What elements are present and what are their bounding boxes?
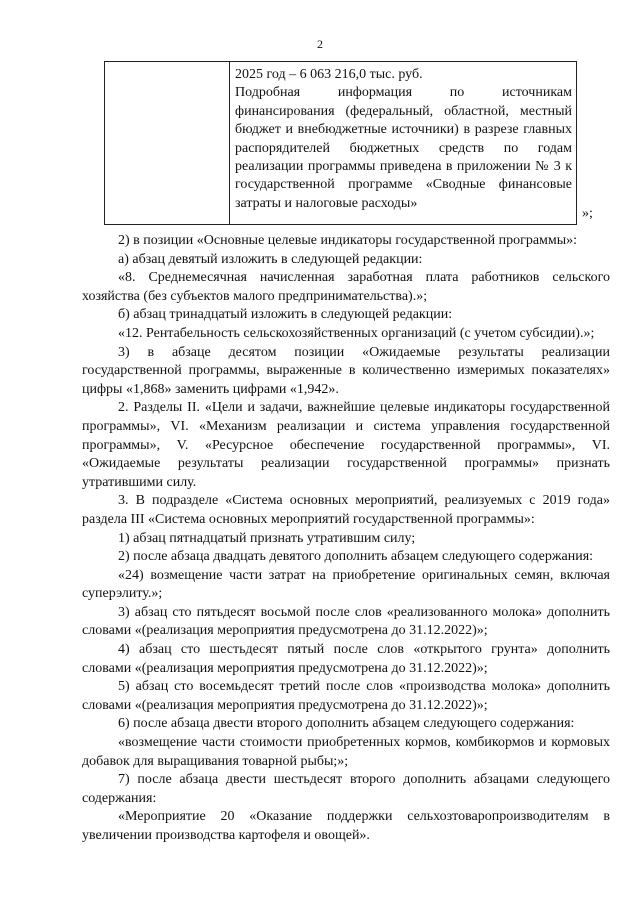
paragraph: б) абзац тринадцатый изложить в следующей редакции:: [118, 307, 453, 323]
paragraph: 6) после абзаца двести второго дополнить абзацем следующего содержания:: [118, 716, 575, 732]
paragraph: 1) абзац пятнадцатый признать утратившим силу;: [118, 530, 416, 546]
paragraph: 4) абзац сто шестьдесят пятый после слов «открытого грунта» дополнить словами «(реализация мероприятия предусмотрена до 31.12.2022)»;: [82, 642, 610, 676]
paragraph: 2) в позиции «Основные целевые индикаторы государственной программы»:: [118, 233, 578, 248]
paragraph: «возмещение части стоимости приобретенных кормов, комбикормов и кормовых добавок для выращивания товарной рыбы;»;: [82, 735, 610, 769]
table-cell-content: [235, 66, 572, 213]
table-column-divider: [229, 62, 230, 224]
paragraph: 3) в абзаце десятом позиции «Ожидаемые результаты реализации государственной программы, выраженные в количественно измеримых показателях» цифры «1,868» заменить цифрами «1,942».: [82, 344, 610, 397]
paragraph: 7) после абзаца двести шестьдесят второго дополнить абзацами следующего содержания:: [82, 772, 610, 806]
document-body: [82, 232, 610, 846]
paragraph: 3. В подразделе «Система основных мероприятий, реализуемых с 2019 года» раздела III «Система основных мероприятий государственной программы»:: [82, 493, 610, 527]
paragraph: «12. Рентабельность сельскохозяйственных организаций (с учетом субсидии).»;: [118, 325, 595, 341]
paragraph: «24) возмещение части затрат на приобретение оригинальных семян, включая суперэлиту.»;: [82, 567, 610, 602]
page-number: 2: [317, 37, 323, 51]
paragraph: 3) абзац сто пятьдесят восьмой после слов «реализованного молока» дополнить словами «(реализация мероприятия предусмотрена до 31.12.2022)»;: [82, 604, 610, 639]
paragraph: 2) после абзаца двадцать девятого дополнить абзацем следующего содержания:: [118, 549, 594, 565]
paragraph: а) абзац девятый изложить в следующей редакции:: [118, 251, 423, 267]
table-funding-detail: Подробная информация по источникам финансирования (федеральный, областной, местный бюджет и внебюджетные источники) в разрезе главных распорядителей бюджетных средств по годам реализации программы приведена в приложении № 3 к государственной программе «Сводные финансовые затраты и налоговые расходы»: [235, 85, 572, 211]
funding-table: [104, 61, 577, 225]
paragraph: 2. Разделы II. «Цели и задачи, важнейшие целевые индикаторы государственной программы», VI. «Механизм реализации и система управления государственной программы», V. «Ресурсное обеспечение государственной программы», VI. «Ожидаемые результаты реализации государственной программы» признать утратившими силу.: [82, 400, 610, 490]
paragraph: «Мероприятие 20 «Оказание поддержки сельхозтоваропроизводителям в увеличении производства картофеля и овощей».: [82, 809, 610, 843]
table-funding-2025: 2025 год – 6 063 216,0 тыс. руб.: [235, 67, 423, 82]
table-closing-mark: »;: [582, 206, 593, 221]
paragraph: 5) абзац сто восемьдесят третий после слов «производства молока» дополнить словами «(реализация мероприятия предусмотрена до 31.12.2022)»;: [82, 679, 610, 713]
paragraph: «8. Среднемесячная начисленная заработная плата работников сельского хозяйства (без субъектов малого предпринимательства).»;: [82, 270, 610, 304]
